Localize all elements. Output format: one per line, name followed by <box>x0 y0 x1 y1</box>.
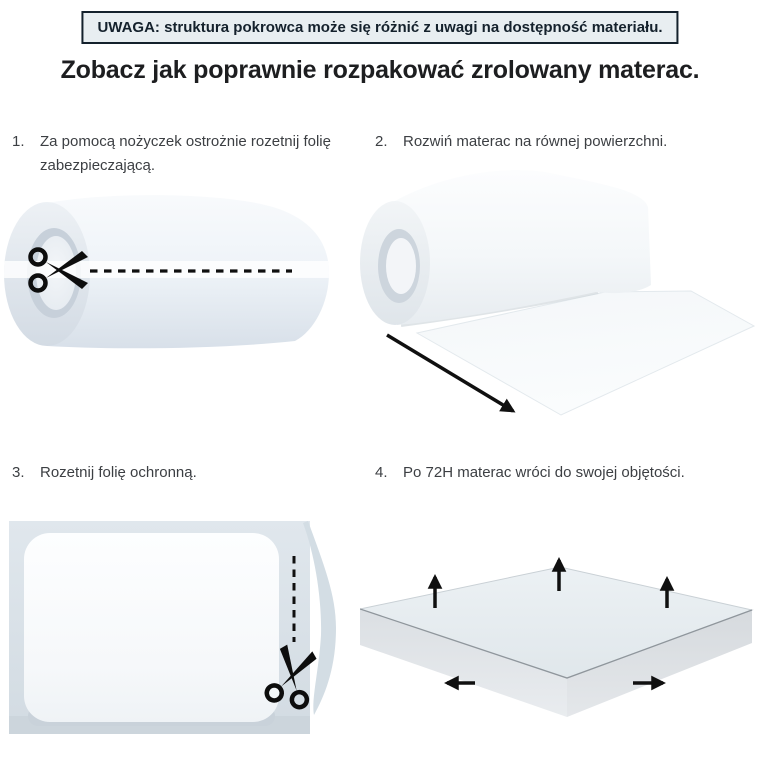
step-4-text: Po 72H materac wróci do swojej objętości. <box>403 464 685 481</box>
step-1-illustration <box>0 185 350 435</box>
step-1-text: Za pomocą nożyczek ostrożnie rozetnij folię zabezpieczającą. <box>40 133 331 174</box>
step-2-text: Rozwiń materac na równej powierzchni. <box>403 133 668 150</box>
step-2-number: 2. <box>375 133 388 150</box>
flat-mattress <box>24 533 279 722</box>
step-1-caption <box>12 130 342 178</box>
step-3-text: Rozetnij folię ochronną. <box>40 464 197 481</box>
step-1-number: 1. <box>12 133 25 150</box>
step-4-illustration <box>360 505 760 760</box>
page-title: Zobacz jak poprawnie rozpakować zrolowany materac. <box>60 56 700 84</box>
step-2-illustration <box>355 165 755 435</box>
roll-core-hole <box>386 238 416 294</box>
step-3-caption <box>12 461 342 485</box>
step-3-illustration <box>0 510 350 755</box>
step-4-caption <box>375 461 755 485</box>
step-4-number: 4. <box>375 464 388 481</box>
step-3-number: 3. <box>12 464 25 481</box>
step-2-caption <box>375 130 753 154</box>
notice-banner: UWAGA: struktura pokrowca może się różnić z uwagi na dostępność materiału. <box>81 11 678 44</box>
